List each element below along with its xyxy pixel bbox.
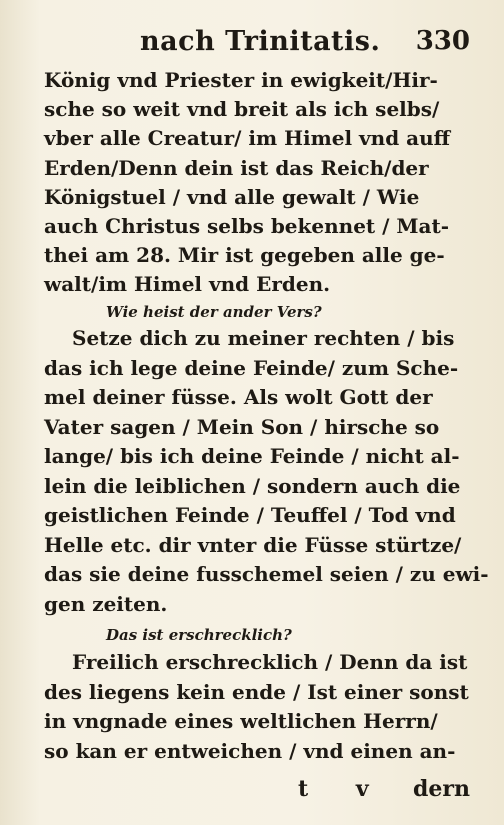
text-line: Freilich erschrecklich / Denn da ist — [72, 650, 468, 674]
text-line: vber alle Creatur/ im Himel vnd auff — [44, 126, 451, 151]
text-line: das sie deine fusschemel seien / zu ewi- — [44, 562, 489, 586]
text-line: Helle etc. dir vnter die Füsse stürtze/ — [44, 532, 462, 557]
text-line: des liegens kein ende / Ist einer sonst — [44, 679, 469, 704]
text-line: Vater sagen / Mein Son / hirsche so — [44, 414, 440, 439]
page-footer — [0, 776, 504, 810]
text-line: mel deiner füsse. Als wolt Gott der — [44, 385, 433, 409]
page-number: 330 — [415, 26, 470, 56]
text-line: thei am 28. Mir ist gegeben alle ge- — [44, 243, 445, 268]
question-1 — [44, 302, 472, 322]
question-heading: Wie heist der ander Vers? — [106, 303, 322, 321]
text-line: das ich lege deine Feinde/ zum Sche- — [44, 355, 459, 380]
running-head: nach Trinitatis. — [140, 26, 381, 57]
text-line: lein die leiblichen / sondern auch die — [44, 473, 461, 498]
text-line: sche so weit vnd breit als ich selbs/ — [44, 97, 440, 122]
text-line: so kan er entweichen / vnd einen an- — [44, 738, 456, 763]
question-2 — [44, 625, 472, 645]
text-line: walt/im Himel vnd Erden. — [44, 272, 331, 297]
text-line: auch Christus selbs bekennet / Mat- — [44, 214, 450, 239]
signature-mark: t v — [298, 776, 389, 802]
text-line: lange/ bis ich deine Feinde / nicht al- — [44, 444, 460, 468]
text-line: gen zeiten. — [44, 591, 168, 616]
paragraph-3 — [44, 648, 472, 766]
question-heading: Das ist erschrecklich? — [106, 626, 292, 644]
text-line: geistlichen Feinde / Teuffel / Tod vnd — [44, 503, 456, 527]
text-line: Erden/Denn dein ist das Reich/der — [44, 155, 429, 180]
paragraph-2 — [44, 324, 489, 619]
catchword: dern — [413, 776, 470, 802]
text-line: Königstuel / vnd alle gewalt / Wie — [44, 184, 420, 209]
text-line: in vngnade eines weltlichen Herrn/ — [44, 709, 438, 733]
text-line: König vnd Priester in ewigkeit/Hir- — [44, 68, 438, 92]
text-line: Setze dich zu meiner rechten / bis — [72, 326, 455, 350]
paragraph-1 — [44, 66, 472, 300]
page-header — [0, 26, 504, 66]
